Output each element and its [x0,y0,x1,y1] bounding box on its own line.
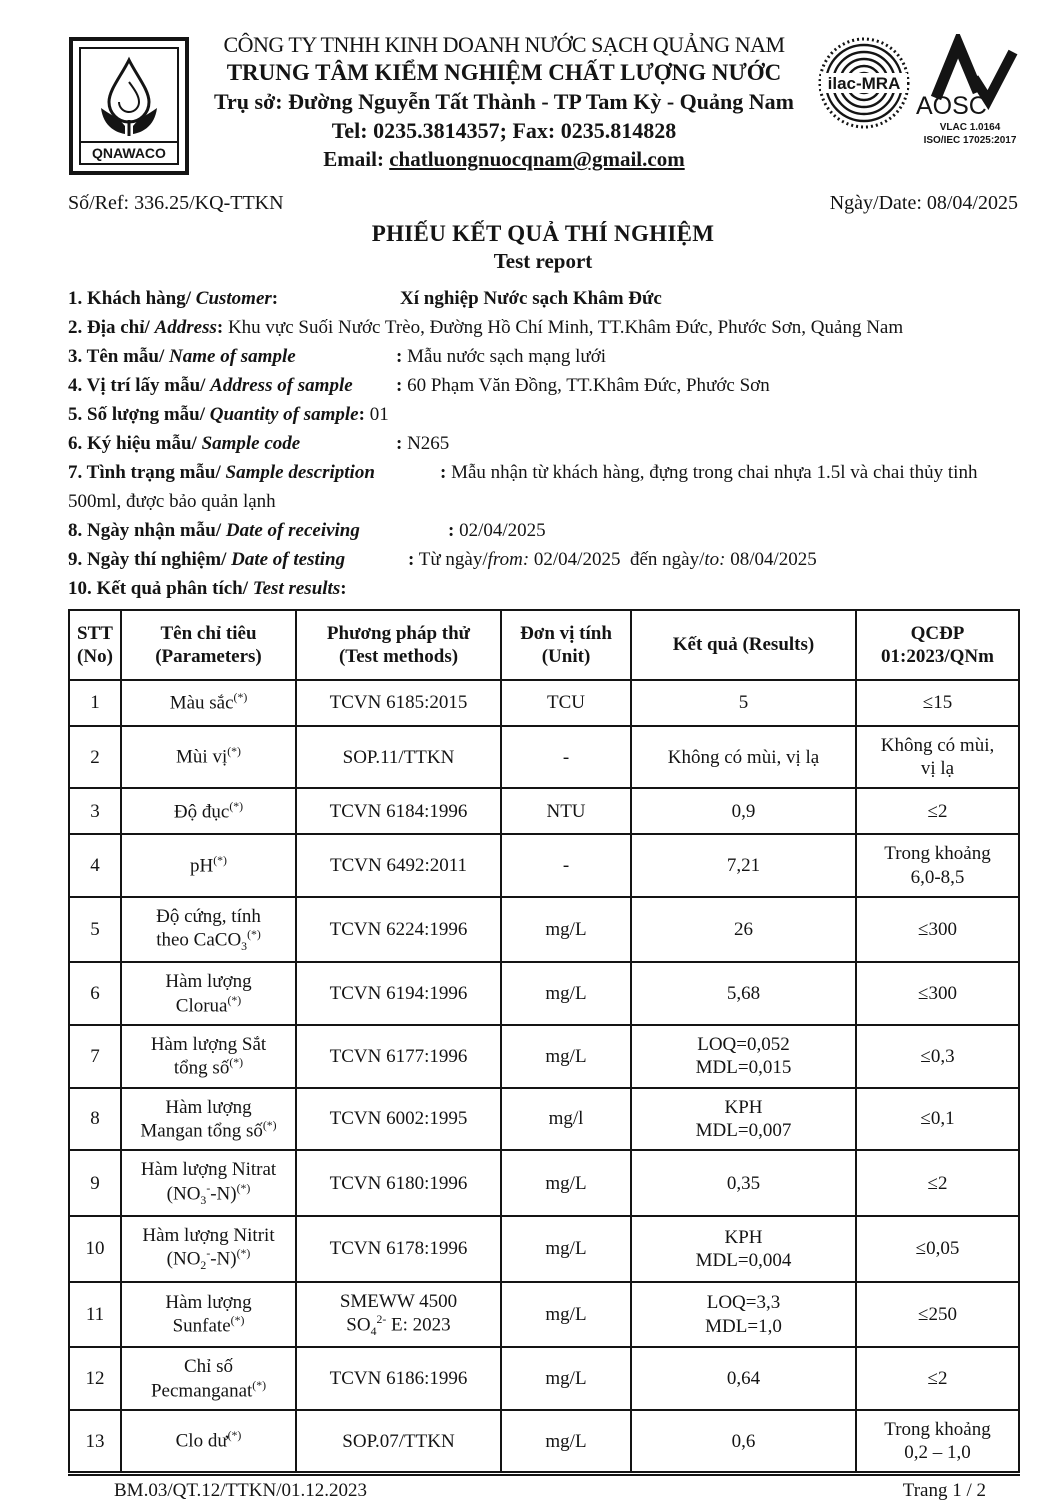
limit-cell: ≤15 [856,680,1019,726]
limit-cell: ≤300 [856,962,1019,1025]
result-cell: 0,9 [631,788,856,834]
table-row [69,897,1019,963]
result-cell: KPH MDL=0,007 [631,1088,856,1151]
unit-cell: mg/L [501,897,631,963]
table-row [69,1088,1019,1151]
parameter-cell: Hàm lượng Mangan tổng số(*) [121,1088,296,1151]
tel-fax-line: Tel: 0235.3814357; Fax: 0235.814828 [331,118,677,143]
parameter-cell: Clo dư(*) [121,1410,296,1474]
parameter-cell: Hàm lượng Clorua(*) [121,962,296,1025]
info-item-sample-name: 3. Tên mẫu/ Name of sample : Mẫu nước sạch mạng lưới [68,346,607,367]
sample-info-list [68,284,1018,603]
info-item-customer: 1. Khách hàng/ Customer: Xí nghiệp Nước sạch Khâm Đức [68,288,662,309]
table-row [69,1025,1019,1088]
table-row [69,680,1019,726]
aosc-logo-text: AOSC [916,92,987,120]
limit-cell: ≤2 [856,788,1019,834]
result-cell: KPH MDL=0,004 [631,1216,856,1282]
method-cell: TCVN 6492:2011 [296,834,501,896]
no-cell: 3 [69,788,121,834]
no-cell: 11 [69,1282,121,1348]
result-cell: LOQ=3,3 MDL=1,0 [631,1282,856,1348]
qnawaco-logo [68,36,190,176]
no-cell: 7 [69,1025,121,1088]
method-cell: SOP.07/TTKN [296,1410,501,1474]
parameter-cell: Hàm lượng Sunfate(*) [121,1282,296,1348]
header-results: Kết quả (Results) [631,610,856,680]
table-row [69,834,1019,896]
head-office-address: Trụ sở: Đường Nguyễn Tất Thành - TP Tam Kỳ - Quảng Nam [214,89,794,114]
parameter-cell: Hàm lượng Sắt tổng số(*) [121,1025,296,1088]
info-item-date-testing: 9. Ngày thí nghiệm/ Date of testing : Từ ngày/from: 02/04/2025 đến ngày/to: 08/04/2025 [68,549,817,570]
table-row [69,1150,1019,1216]
unit-cell: mg/L [501,1347,631,1410]
table-row [69,1282,1019,1348]
no-cell: 13 [69,1410,121,1474]
no-cell: 5 [69,897,121,963]
parameter-cell: Độ cứng, tính theo CaCO$_3$(*) [121,897,296,963]
ilac-mra-logo-text: ilac-MRA [827,74,901,93]
aosc-vlac-text: VLAC 1.0164 [939,122,1001,133]
method-cell: TCVN 6184:1996 [296,788,501,834]
info-item-date-receiving: 8. Ngày nhận mẫu/ Date of receiving : 02/04/2025 [68,520,546,541]
unit-cell: mg/l [501,1088,631,1151]
unit-cell: mg/L [501,1025,631,1088]
limit-cell: Trong khoảng 0,2 – 1,0 [856,1410,1019,1474]
parameter-cell: pH(*) [121,834,296,896]
limit-cell: Trong khoảng 6,0-8,5 [856,834,1019,896]
parameter-cell: Mùi vị(*) [121,726,296,788]
unit-cell: mg/L [501,1150,631,1216]
header-parameters: Tên chỉ tiêu (Parameters) [121,610,296,680]
date-receiving-value: 02/04/2025 [459,520,546,541]
method-cell: TCVN 6186:1996 [296,1347,501,1410]
method-cell: TCVN 6224:1996 [296,897,501,963]
limit-cell: ≤0,05 [856,1216,1019,1282]
table-header [69,610,1019,680]
header-test-methods: Phương pháp thử (Test methods) [296,610,501,680]
aosc-iso-text: ISO/IEC 17025:2017 [923,135,1017,146]
result-cell: 26 [631,897,856,963]
address-value: Khu vực Suối Nước Trèo, Đường Hồ Chí Minh, TT.Khâm Đức, Phước Sơn, Quảng Nam [227,317,904,338]
quantity-value: 01 [369,404,389,425]
info-item-quantity: 5. Số lượng mẫu/ Quantity of sample: 01 [68,404,389,425]
method-cell: TCVN 6178:1996 [296,1216,501,1282]
unit-cell: mg/L [501,962,631,1025]
method-cell: TCVN 6177:1996 [296,1025,501,1088]
results-table [68,609,1020,1476]
accreditation-logos [818,34,1018,150]
email-line [196,147,812,172]
no-cell: 2 [69,726,121,788]
center-name: TRUNG TÂM KIỂM NGHIỆM CHẤT LƯỢNG NƯỚC [226,60,782,85]
header-no: STT (No) [69,610,121,680]
result-cell: 0,64 [631,1347,856,1410]
result-cell: 5,68 [631,962,856,1025]
no-cell: 12 [69,1347,121,1410]
sample-name-value: Mẫu nước sạch mạng lưới [407,346,607,367]
footer-page-number: Trang 1 / 2 [902,1480,986,1500]
method-cell: TCVN 6002:1995 [296,1088,501,1151]
parameter-cell: Màu sắc(*) [121,680,296,726]
footer-form-code: BM.03/QT.12/TTKN/01.12.2023 [114,1480,367,1500]
parameter-cell: Độ đục(*) [121,788,296,834]
result-cell: 7,21 [631,834,856,896]
limit-cell: ≤0,1 [856,1088,1019,1151]
result-cell: 5 [631,680,856,726]
qnawaco-logo-text: QNAWACO [92,145,166,161]
unit-cell: NTU [501,788,631,834]
unit-cell: mg/L [501,1216,631,1282]
aosc-logo [914,34,1018,150]
method-cell: TCVN 6194:1996 [296,962,501,1025]
meta-row [68,192,1018,215]
table-row [69,1216,1019,1282]
method-cell: SMEWW 4500 $SO_4^{2-}$ E: 2023 [296,1282,501,1348]
date-testing-value: Từ ngày/from: 02/04/2025 đến ngày/to: 08/04/2025 [418,549,817,570]
no-cell: 10 [69,1216,121,1282]
page-footer [68,1480,1018,1500]
unit-cell: mg/L [501,1282,631,1348]
limit-cell: ≤2 [856,1347,1019,1410]
sample-description-value: Mẫu nhận từ khách hàng, đựng trong chai nhựa 1.5l và chai thủy tinh 500ml, được bảo quản lạnh [68,462,978,512]
ref-number: Số/Ref: 336.25/KQ-TTKN [68,192,284,214]
header-center [190,32,818,172]
table-row [69,1347,1019,1410]
sample-code-value: N265 [407,433,450,454]
result-cell: 0,6 [631,1410,856,1474]
unit-cell: - [501,726,631,788]
no-cell: 4 [69,834,121,896]
document-header [68,30,1018,176]
no-cell: 9 [69,1150,121,1216]
parameter-cell: Hàm lượng Nitrit $(NO_2^--N)^{(*)}$ [121,1216,296,1282]
limit-cell: ≤0,3 [856,1025,1019,1088]
result-cell: Không có mùi, vị lạ [631,726,856,788]
parameter-cell: Chỉ số Pecmanganat(*) [121,1347,296,1410]
info-item-sample-description: 7. Tình trạng mẫu/ Sample description : Mẫu nhận từ khách hàng, đựng trong chai nhựa 1.5l và chai thủy tinh 500ml, được bảo quản lạnh [68,462,978,512]
method-cell: TCVN 6180:1996 [296,1150,501,1216]
email-label: Email: [323,147,384,171]
no-cell: 6 [69,962,121,1025]
info-item-sample-address: 4. Vị trí lấy mẫu/ Address of sample : 60 Phạm Văn Đồng, TT.Khâm Đức, Phước Sơn [68,375,770,396]
company-name: CÔNG TY TNHH KINH DOANH NƯỚC SẠCH QUẢNG NAM [223,32,785,57]
method-cell: SOP.11/TTKN [296,726,501,788]
limit-cell: ≤300 [856,897,1019,963]
limit-cell: ≤250 [856,1282,1019,1348]
report-subtitle: Test report [493,249,593,273]
sample-address-value: 60 Phạm Văn Đồng, TT.Khâm Đức, Phước Sơn [407,375,770,396]
parameter-cell: Hàm lượng Nitrat $(NO_3^--N)^{(*)}$ [121,1150,296,1216]
customer-value: Xí nghiệp Nước sạch Khâm Đức [400,288,662,309]
unit-cell: TCU [501,680,631,726]
report-title: PHIẾU KẾT QUẢ THÍ NGHIỆM [371,221,715,246]
email-address: chatluongnuocqnam@gmail.com [389,147,685,171]
header-unit: Đơn vị tính (Unit) [501,610,631,680]
unit-cell: - [501,834,631,896]
result-cell: 0,35 [631,1150,856,1216]
table-row [69,726,1019,788]
method-cell: TCVN 6185:2015 [296,680,501,726]
table-row [69,788,1019,834]
info-item-address: 2. Địa chỉ/ Address: Khu vực Suối Nước Trèo, Đường Hồ Chí Minh, TT.Khâm Đức, Phước Sơn, Quảng Nam [68,317,904,338]
limit-cell: Không có mùi, vị lạ [856,726,1019,788]
result-cell: LOQ=0,052 MDL=0,015 [631,1025,856,1088]
header-limit: QCĐP 01:2023/QNm [856,610,1019,680]
table-row [69,962,1019,1025]
no-cell: 8 [69,1088,121,1151]
report-date: Ngày/Date: 08/04/2025 [829,192,1018,214]
table-row [69,1410,1019,1474]
ilac-mra-logo [818,34,910,136]
no-cell: 1 [69,680,121,726]
info-item-sample-code: 6. Ký hiệu mẫu/ Sample code : N265 [68,433,450,454]
aosc-mountain-icon [936,44,978,98]
limit-cell: ≤2 [856,1150,1019,1216]
unit-cell: mg/L [501,1410,631,1474]
info-item-test-results: 10. Kết quả phân tích/ Test results: [68,578,347,599]
